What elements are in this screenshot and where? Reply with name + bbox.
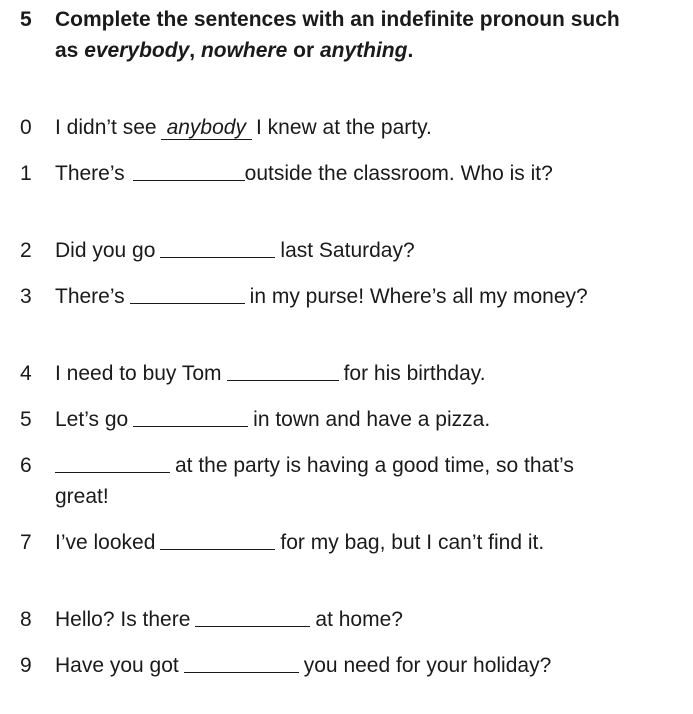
- answer-blank[interactable]: [160, 236, 275, 258]
- instruction-or: or: [287, 39, 320, 62]
- sentence-item: [20, 404, 620, 435]
- sentence-after: at the party is having a good time, so that’s great!: [55, 454, 574, 508]
- example-word-nowhere: nowhere: [200, 39, 288, 62]
- item-sentence: [55, 604, 620, 635]
- sentence-item: [20, 527, 620, 558]
- sentence-after: you need for your holiday?: [303, 654, 552, 677]
- item-number: 9: [20, 654, 32, 677]
- item-sentence: [55, 650, 620, 681]
- sentence-item: [20, 112, 620, 143]
- sentence-after: in town and have a pizza.: [253, 408, 491, 431]
- item-number: 0: [20, 116, 32, 139]
- example-answer: anybody: [161, 117, 252, 140]
- item-number: 2: [20, 239, 32, 262]
- item-sentence: [55, 450, 620, 512]
- item-sentence: [55, 404, 620, 435]
- item-sentence: [55, 281, 620, 312]
- sentence-before: Let’s go: [55, 408, 129, 431]
- answer-blank[interactable]: [130, 282, 245, 304]
- sentence-after: last Saturday?: [280, 239, 415, 262]
- example-word-everybody: everybody: [84, 39, 190, 62]
- sentence-item: [20, 604, 620, 635]
- item-sentence: [55, 527, 620, 558]
- item-sentence: [55, 158, 620, 189]
- answer-blank[interactable]: [133, 159, 245, 181]
- instruction-text: Complete the sentences with an indefinite pronoun such as: [55, 8, 620, 62]
- item-number: 4: [20, 362, 32, 385]
- answer-blank[interactable]: [195, 605, 310, 627]
- sentence-before: There’s: [55, 162, 125, 185]
- sentence-after: for my bag, but I can’t find it.: [280, 531, 545, 554]
- sentence-item: [20, 158, 620, 189]
- answer-blank[interactable]: [184, 651, 299, 673]
- sentence-after: for his birthday.: [343, 362, 486, 385]
- sentence-before: Have you got: [55, 654, 179, 677]
- answer-blank[interactable]: [133, 405, 248, 427]
- item-number: 6: [20, 454, 32, 477]
- item-number: 5: [20, 408, 32, 431]
- sentence-after: I knew at the party.: [255, 116, 432, 139]
- example-word-anything: anything: [319, 39, 408, 62]
- sentence-before: Hello? Is there: [55, 608, 191, 631]
- item-number: 1: [20, 162, 32, 185]
- exercise-number: 5: [20, 8, 32, 31]
- instruction-comma: ,: [189, 39, 201, 62]
- item-sentence: [55, 112, 620, 143]
- item-number: 7: [20, 531, 32, 554]
- item-sentence: [55, 235, 620, 266]
- item-number: 3: [20, 285, 32, 308]
- sentence-after: outside the classroom. Who is it?: [244, 162, 553, 185]
- sentence-item: [20, 450, 620, 512]
- sentence-before: I need to buy Tom: [55, 362, 222, 385]
- sentence-after: in my purse! Where’s all my money?: [249, 285, 588, 308]
- sentence-before: There’s: [55, 285, 125, 308]
- answer-blank[interactable]: [160, 528, 275, 550]
- exercise-instruction: [55, 4, 620, 66]
- sentence-before: Did you go: [55, 239, 156, 262]
- item-sentence: [55, 358, 620, 389]
- sentence-before: I’ve looked: [55, 531, 156, 554]
- sentence-item: [20, 235, 620, 266]
- sentence-item: [20, 358, 620, 389]
- sentence-before: I didn’t see: [55, 116, 157, 139]
- instruction-period: .: [407, 39, 414, 62]
- exercise-header: [20, 4, 620, 66]
- answer-blank[interactable]: [227, 359, 339, 381]
- sentence-after: at home?: [315, 608, 403, 631]
- item-number: 8: [20, 608, 32, 631]
- sentence-item: [20, 281, 620, 312]
- answer-blank[interactable]: [55, 451, 170, 473]
- sentence-item: [20, 650, 620, 681]
